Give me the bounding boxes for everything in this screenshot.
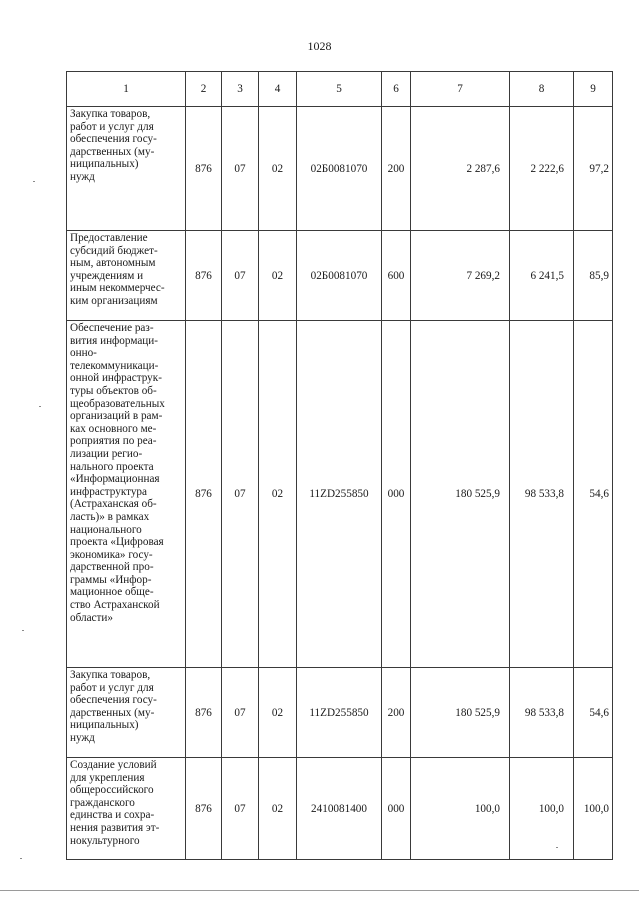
row-name-cell: Предоставление субсидий бюджет- ным, автономным учреждениям и иным некоммерчес- ким организациям: [67, 231, 186, 321]
header-cell: 9: [574, 72, 613, 107]
col5-cell: 11ZD255850: [297, 668, 382, 758]
header-row: [67, 72, 613, 107]
col9-cell: 85,9: [574, 231, 613, 321]
col5-cell: 2410081400: [297, 758, 382, 860]
col3-cell: 07: [222, 321, 259, 668]
col7-cell: 7 269,2: [411, 231, 510, 321]
col2-cell: 876: [186, 758, 222, 860]
row-name-cell: Закупка товаров, работ и услуг для обеспечения госу- дарственных (му- ниципальных) нужд: [67, 107, 186, 231]
col6-cell: 200: [382, 107, 411, 231]
header-cell: 5: [297, 72, 382, 107]
col8-cell: 98 533,8: [510, 321, 574, 668]
scan-speck: [20, 858, 22, 859]
row-name-cell: Закупка товаров, работ и услуг для обеспечения госу- дарственных (му- ниципальных) нужд: [67, 668, 186, 758]
table-header: [67, 72, 613, 107]
col5-cell: 02Б0081070: [297, 107, 382, 231]
bottom-rule: [0, 890, 639, 891]
col3-cell: 07: [222, 107, 259, 231]
col6-cell: 000: [382, 758, 411, 860]
col9-cell: 54,6: [574, 321, 613, 668]
col3-cell: 07: [222, 231, 259, 321]
col9-cell: 100,0: [574, 758, 613, 860]
table-row: [67, 107, 613, 231]
col3-cell: 07: [222, 758, 259, 860]
col4-cell: 02: [259, 107, 297, 231]
header-cell: 1: [67, 72, 186, 107]
col6-cell: 600: [382, 231, 411, 321]
page-number: 1028: [307, 39, 332, 53]
col7-cell: 100,0: [411, 758, 510, 860]
col6-cell: 000: [382, 321, 411, 668]
row-name-cell: Создание условий для укрепления общероссийского гражданского единства и сохра- нения развития эт- нокультурного: [67, 758, 186, 860]
col2-cell: 876: [186, 668, 222, 758]
col4-cell: 02: [259, 758, 297, 860]
col9-cell: 54,6: [574, 668, 613, 758]
col2-cell: 876: [186, 107, 222, 231]
row-name-cell: Обеспечение раз- вития информаци- онно- телекоммуникаци- онной инфраструк- туры объектов об- щеобразовательных организаций в рам- ках основного ме- роприятия по реа- лизации регио- нального проекта «Информационная инфраструктура (Астраханская об- ласть)» в рамках национального проекта «Цифровая экономика» госу- дарственной про- граммы «Инфор- мационное обще- ство Астраханской области»: [67, 321, 186, 668]
col2-cell: 876: [186, 231, 222, 321]
col7-cell: 180 525,9: [411, 321, 510, 668]
col7-cell: 180 525,9: [411, 668, 510, 758]
col8-cell: 98 533,8: [510, 668, 574, 758]
col6-cell: 200: [382, 668, 411, 758]
scan-speck: [556, 847, 558, 848]
col9-cell: 97,2: [574, 107, 613, 231]
col2-cell: 876: [186, 321, 222, 668]
col8-cell: 6 241,5: [510, 231, 574, 321]
budget-table: [66, 71, 613, 860]
col7-cell: 2 287,6: [411, 107, 510, 231]
scan-speck: [22, 630, 24, 631]
header-cell: 3: [222, 72, 259, 107]
col5-cell: 11ZD255850: [297, 321, 382, 668]
table-row: [67, 321, 613, 668]
col5-cell: 02Б0081070: [297, 231, 382, 321]
col4-cell: 02: [259, 231, 297, 321]
header-cell: 6: [382, 72, 411, 107]
scan-speck: [33, 181, 35, 182]
header-cell: 8: [510, 72, 574, 107]
table-row: [67, 758, 613, 860]
table-row: [67, 231, 613, 321]
header-cell: 7: [411, 72, 510, 107]
scan-speck: [39, 406, 41, 407]
col3-cell: 07: [222, 668, 259, 758]
table-row: [67, 668, 613, 758]
col4-cell: 02: [259, 668, 297, 758]
header-cell: 2: [186, 72, 222, 107]
header-cell: 4: [259, 72, 297, 107]
col8-cell: 100,0: [510, 758, 574, 860]
col8-cell: 2 222,6: [510, 107, 574, 231]
col4-cell: 02: [259, 321, 297, 668]
